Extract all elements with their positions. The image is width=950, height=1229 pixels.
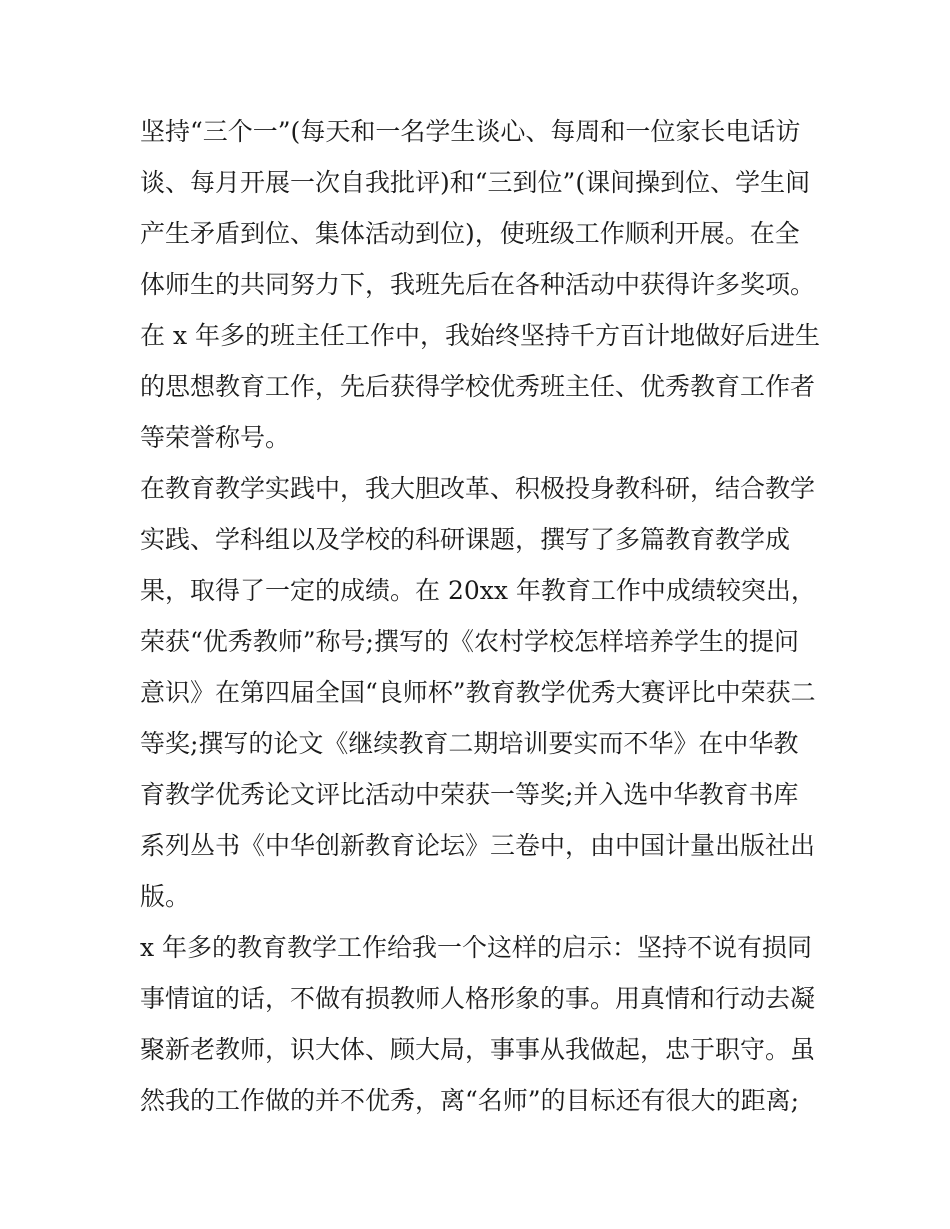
text-line: 荣获“优秀教师”称号;撰写的《农村学校怎样培养学生的提问: [140, 627, 799, 656]
text-line: 然我的工作做的并不优秀，离“名师”的目标还有很大的距离;: [140, 1086, 799, 1115]
text-line: 育教学优秀论文评比活动中荣获一等奖;并入选中华教育书库: [140, 780, 799, 809]
text-line: 谈、每月开展一次自我批评)和“三到位”(课间操到位、学生间: [140, 168, 811, 197]
text-line: 等奖;撰写的论文《继续教育二期培训要实而不华》在中华教: [140, 729, 799, 758]
text-line: 意识》在第四届全国“良师杯”教育教学优秀大赛评比中荣获二: [140, 678, 816, 707]
text-line: 等荣誉称号。: [140, 423, 291, 452]
text-line: 产生矛盾到位、集体活动到位)，使班级工作顺利开展。在全: [140, 219, 800, 248]
text-line: x 年多的教育教学工作给我一个这样的启示：坚持不说有损同: [140, 933, 813, 962]
text-line: 版。: [140, 882, 191, 911]
text-line: 事情谊的话，不做有损教师人格形象的事。用真情和行动去凝: [140, 984, 816, 1013]
text-line: 的思想教育工作，先后获得学校优秀班主任、优秀教育工作者: [140, 372, 816, 401]
text-line: 在 x 年多的班主任工作中，我始终坚持千方百计地做好后进生: [140, 321, 820, 350]
text-line: 系列丛书《中华创新教育论坛》三卷中，由中国计量出版社出: [140, 831, 816, 860]
text-line: 实践、学科组以及学校的科研课题，撰写了多篇教育教学成: [140, 525, 791, 554]
text-line: 果，取得了一定的成绩。在 20xx 年教育工作中成绩较突出，: [140, 576, 816, 605]
text-line: 聚新老教师，识大体、顾大局，事事从我做起，忠于职守。虽: [140, 1035, 816, 1064]
text-line: 坚持“三个一”(每天和一名学生谈心、每周和一位家长电话访: [140, 117, 801, 146]
text-line: 在教育教学实践中，我大胆改革、积极投身教科研，结合教学: [140, 474, 816, 503]
body-text: [140, 106, 820, 1126]
text-line: 体师生的共同努力下，我班先后在各种活动中获得许多奖项。: [140, 270, 816, 299]
